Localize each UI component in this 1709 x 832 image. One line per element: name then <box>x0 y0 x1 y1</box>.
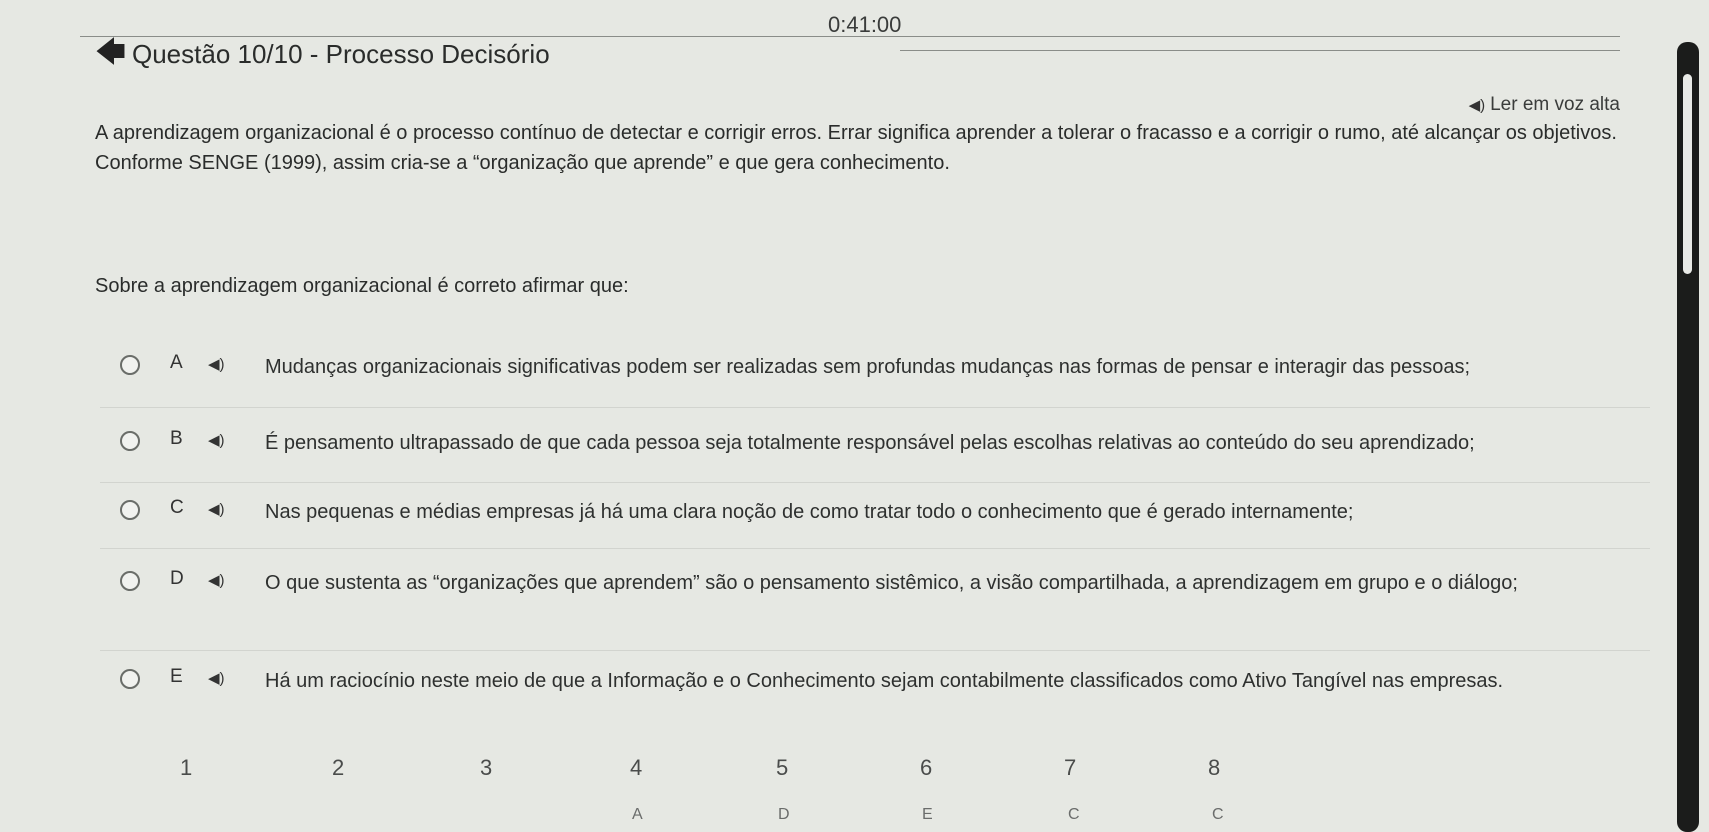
nav-question-4[interactable]: 4 <box>630 755 643 780</box>
nav-answer-8: C <box>1212 806 1224 823</box>
option-text: É pensamento ultrapassado de que cada pessoa seja totalmente responsável pelas escolhas relativas ao conteúdo do seu aprendizado; <box>265 432 1475 454</box>
nav-answer-7: C <box>1068 806 1080 823</box>
timer: 0:41:00 <box>828 12 902 37</box>
question-statement: A aprendizagem organizacional é o processo contínuo de detectar e corrigir erros. Errar significa aprender a tolerar o fracasso e a corrigir o rumo, até alcançar os objetivos. Conforme SENGE (1999), assim cria-se a “organização que aprende” e que gera conhecimento. <box>95 122 1617 174</box>
nav-answer-5: D <box>778 806 790 823</box>
speaker-icon: ◀) <box>1468 97 1486 114</box>
speaker-icon[interactable]: ◀) <box>208 501 225 518</box>
option-text: O que sustenta as “organizações que aprendem” são o pensamento sistêmico, a visão compartilhada, a aprendizagem em grupo e o diálogo; <box>265 572 1518 594</box>
question-prompt: Sobre a aprendizagem organizacional é correto afirmar que: <box>95 275 629 297</box>
speaker-icon[interactable]: ◀) <box>208 432 225 449</box>
scrollbar[interactable] <box>1677 42 1699 832</box>
read-aloud-label: Ler em voz alta <box>1490 94 1620 115</box>
radio-option-d[interactable] <box>120 571 140 591</box>
option-divider <box>100 548 1650 549</box>
nav-question-5[interactable]: 5 <box>776 755 789 780</box>
radio-option-e[interactable] <box>120 669 140 689</box>
scrollbar-thumb[interactable] <box>1683 74 1692 274</box>
back-arrow-icon[interactable]: 🡄 <box>95 36 126 69</box>
nav-question-7[interactable]: 7 <box>1064 755 1077 780</box>
nav-answer-4: A <box>632 806 643 823</box>
read-aloud-button[interactable] <box>1469 94 1620 116</box>
option-letter: C <box>170 497 184 518</box>
speaker-icon[interactable]: ◀) <box>208 670 225 687</box>
nav-question-1[interactable]: 1 <box>180 755 193 780</box>
nav-question-8[interactable]: 8 <box>1208 755 1221 780</box>
option-letter: A <box>170 352 183 373</box>
radio-option-c[interactable] <box>120 500 140 520</box>
option-letter: B <box>170 428 183 449</box>
question-title: Questão 10/10 - Processo Decisório <box>132 39 550 69</box>
speaker-icon[interactable]: ◀) <box>208 356 225 373</box>
option-text: Nas pequenas e médias empresas já há uma clara noção de como tratar todo o conhecimento que é gerado internamente; <box>265 501 1354 523</box>
option-text: Há um raciocínio neste meio de que a Informação e o Conhecimento sejam contabilmente classificados como Ativo Tangível nas empresas. <box>265 670 1504 692</box>
option-letter: D <box>170 568 184 589</box>
nav-answer-6: E <box>922 806 933 823</box>
radio-option-a[interactable] <box>120 355 140 375</box>
option-text: Mudanças organizacionais significativas podem ser realizadas sem profundas mudanças nas formas de pensar e interagir das pessoas; <box>265 356 1471 378</box>
nav-question-6[interactable]: 6 <box>920 755 933 780</box>
option-letter: E <box>170 666 183 687</box>
radio-option-b[interactable] <box>120 431 140 451</box>
divider-top <box>80 36 1620 37</box>
divider-header <box>900 50 1620 51</box>
nav-question-3[interactable]: 3 <box>480 755 493 780</box>
speaker-icon[interactable]: ◀) <box>208 572 225 589</box>
nav-question-2[interactable]: 2 <box>332 755 345 780</box>
option-divider <box>100 482 1650 483</box>
option-divider <box>100 650 1650 651</box>
option-divider <box>100 407 1650 408</box>
